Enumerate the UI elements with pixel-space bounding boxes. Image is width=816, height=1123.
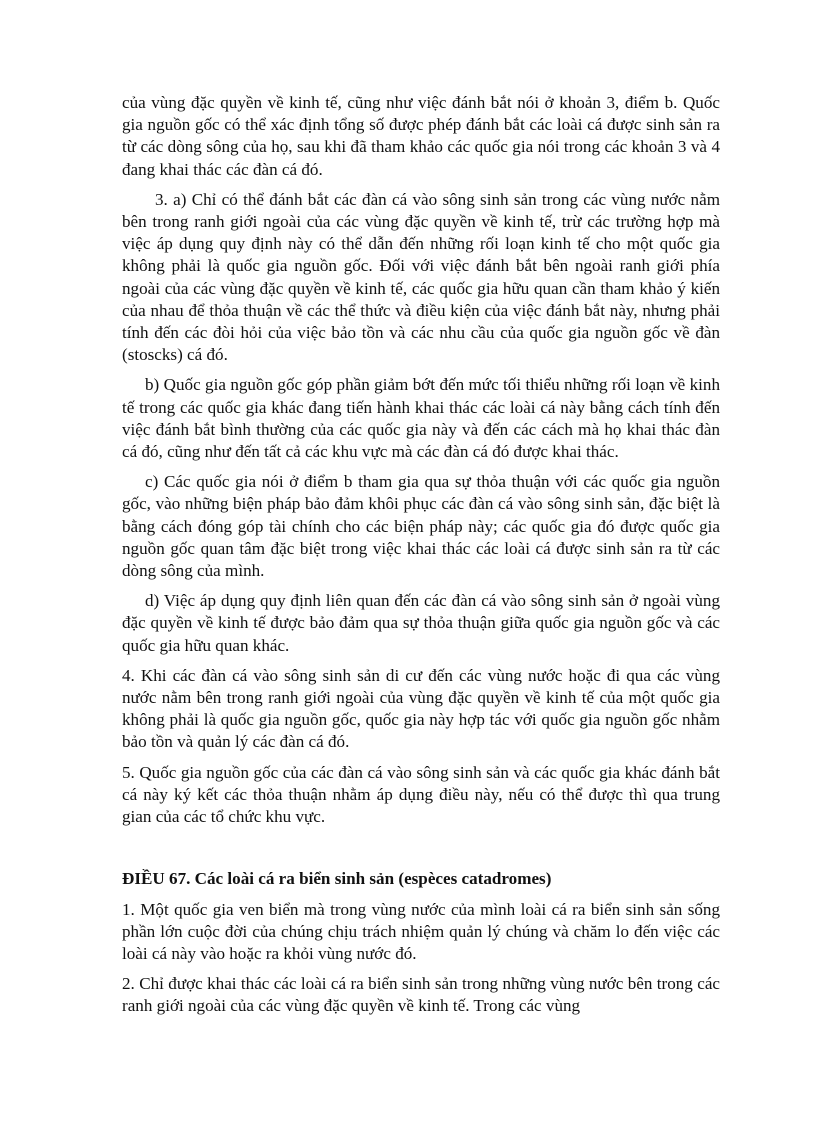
article-paragraph-2: 2. Chỉ được khai thác các loài cá ra biển sinh sản trong những vùng nước bên trong các ranh giới ngoài của các vùng đặc quyền về kinh tế. Trong các vùng — [122, 974, 720, 1016]
paragraph-clause-3c: c) Các quốc gia nói ở điểm b tham gia qua sự thỏa thuận với các quốc gia nguồn gốc, vào những biện pháp bảo đảm khôi phục các đàn cá vào sông sinh sản, đặc biệt là bằng cách đóng góp tài chính cho các biện pháp này; các quốc gia đó được quốc gia nguồn gốc quan tâm đặc biệt trong việc khai thác các loài cá được sinh sản ra từ các dòng sông của mình. — [122, 472, 720, 581]
paragraph-clause-3a: 3. a) Chỉ có thể đánh bắt các đàn cá vào sông sinh sản trong các vùng nước nằm bên trong ranh giới ngoài của các vùng đặc quyền về kinh tế, trừ các trường hợp mà việc áp dụng quy định này có thể dẫn đến những rối loạn kinh tế cho một quốc gia không phải là quốc gia nguồn gốc. Đối với việc đánh bắt bên ngoài ranh giới phía ngoài của các vùng đặc quyền về kinh tế, các quốc gia hữu quan cần tham khảo ý kiến của nhau để thỏa thuận về các thể thức và điều kiện của việc đánh bắt này, nhưng phải tính đến các đòi hỏi của việc bảo tồn và các nhu cầu của quốc gia nguồn gốc về đàn (stoscks) cá đó. — [122, 189, 720, 365]
paragraph-clause-3b: b) Quốc gia nguồn gốc góp phần giảm bớt đến mức tối thiểu những rối loạn về kinh tế trong các quốc gia khác đang tiến hành khai thác các loài cá này bằng cách tính đến việc đánh bắt bình thường của các quốc gia này và đến các cách mà họ khai thác đàn cá đó, cũng như đến tất cả các khu vực mà các đàn cá đó được khai thác. — [122, 375, 720, 462]
article-heading: ĐIỀU 67. Các loài cá ra biển sinh sản (espèces catadromes) — [122, 869, 552, 889]
paragraph-clause-5: 5. Quốc gia nguồn gốc của các đàn cá vào sông sinh sản và các quốc gia khác đánh bắt cá này ký kết các thỏa thuận nhằm áp dụng điều này, nếu có thể được thì qua trung gian của các tổ chức khu vực. — [122, 762, 720, 827]
paragraph-clause-3d: d) Việc áp dụng quy định liên quan đến các đàn cá vào sông sinh sản ở ngoài vùng đặc quyền về kinh tế được bảo đảm qua sự thỏa thuận giữa quốc gia nguồn gốc và các quốc gia hữu quan khác. — [122, 591, 720, 655]
paragraph-clause-4: 4. Khi các đàn cá vào sông sinh sản di cư đến các vùng nước hoặc đi qua các vùng nước nằm bên trong ranh giới ngoài của vùng đặc quyền về kinh tế của một quốc gia không phải là quốc gia nguồn gốc, quốc gia này hợp tác với quốc gia nguồn gốc nhằm bảo tồn và quản lý các đàn cá đó. — [122, 665, 720, 752]
document-page — [122, 92, 720, 1026]
article-paragraph-1: 1. Một quốc gia ven biển mà trong vùng nước của mình loài cá ra biển sinh sản sống phần lớn cuộc đời của chúng chịu trách nhiệm quản lý chúng và chăm lo đến việc các loài cá này vào hoặc ra khỏi vùng nước đó. — [122, 899, 720, 963]
paragraph-continuation: của vùng đặc quyền về kinh tế, cũng như việc đánh bắt nói ở khoản 3, điểm b. Quốc gia nguồn gốc có thể xác định tổng số được phép đánh bắt các loài cá được sinh sản ra từ các dòng sông của họ, sau khi đã tham khảo các quốc gia nói trong các khoản 3 và 4 đang khai thác các đàn cá đó. — [122, 93, 720, 179]
